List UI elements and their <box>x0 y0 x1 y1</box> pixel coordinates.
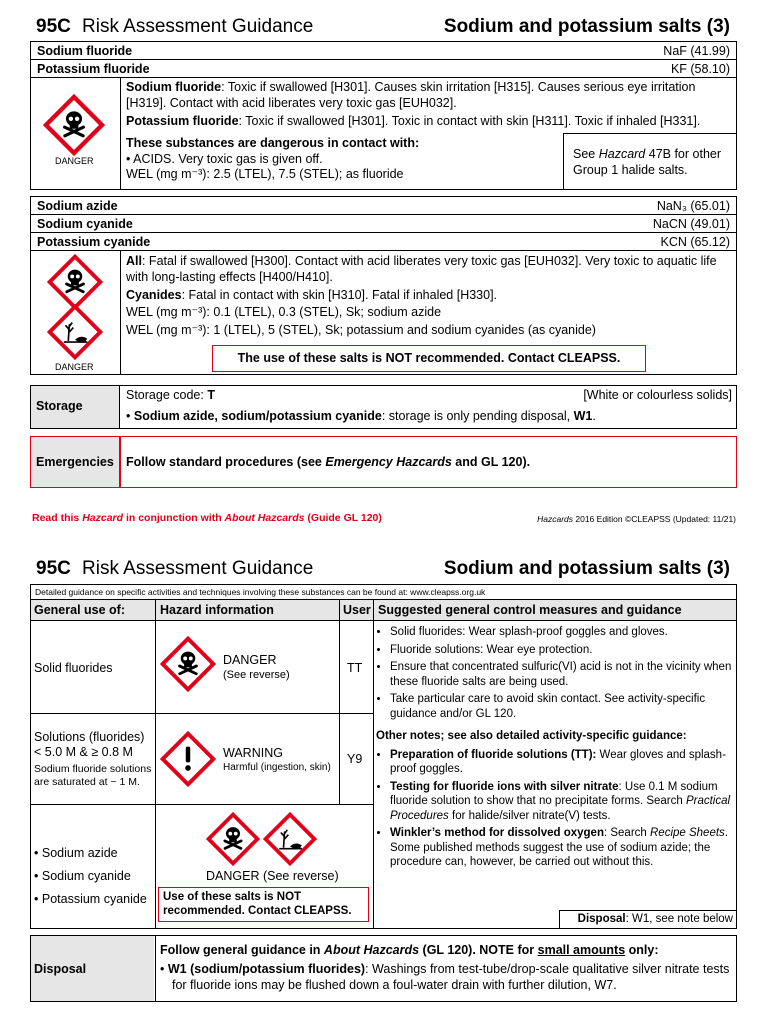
page2-right-title: Sodium and potassium salts (3) <box>443 558 730 579</box>
storage-label: Storage <box>36 399 83 413</box>
wel-cyanide: WEL (mg m⁻³): 1 (LTEL), 5 (STEL), Sk; potassium and sodium cyanides (as cyanide) <box>126 323 596 337</box>
substance-formula: KF (58.10) <box>670 61 730 76</box>
page1-right-title: Sodium and potassium salts (3) <box>443 16 730 37</box>
kf-hazard-text: Potassium fluoride: Toxic if swallowed [H301]. Toxic in contact with skin [H311]. Toxic if inhaled [H331]. <box>126 114 701 128</box>
skull-crossbones-icon <box>160 636 216 692</box>
exclamation-icon <box>160 731 216 787</box>
col-control-measures: Suggested general control measures and guidance <box>378 603 682 617</box>
wel-azide: WEL (mg m⁻³): 0.1 (LTEL), 0.3 (STEL), Sk; sodium azide <box>126 305 442 319</box>
row-potassium-fluoride <box>30 59 737 78</box>
user-y9: Y9 <box>347 752 363 766</box>
storage-bullet: • Sodium azide, sodium/potassium cyanide: storage is only pending disposal, W1. <box>126 409 596 423</box>
danger-label: DANGER <box>55 362 94 372</box>
disposal-note: Disposal: W1, see note below <box>559 910 737 929</box>
row-potassium-cyanide: Potassium cyanide KCN (65.12) <box>30 232 737 251</box>
substance-name: Sodium fluoride <box>37 43 133 58</box>
skull-crossbones-icon <box>43 94 105 156</box>
use-solutions-fluorides: Solutions (fluorides) <box>34 730 145 744</box>
substance-formula: NaF (41.99) <box>663 43 730 58</box>
col-general-use: General use of: <box>34 603 125 617</box>
other-notes-title: Other notes; see also detailed activity-specific guidance: <box>376 730 687 742</box>
disposal-guidance: Follow general guidance in About Hazcards (GL 120). NOTE for small amounts only: <box>160 943 659 957</box>
substance-name: Potassium fluoride <box>37 61 150 76</box>
disposal-label: Disposal <box>34 962 87 976</box>
not-recommended-box: The use of these salts is NOT recommended. Contact CLEAPSS. <box>212 345 646 372</box>
row-sodium-cyanide: Sodium cyanide NaCN (49.01) <box>30 214 737 233</box>
see-hazcard-text: See Hazcard 47B for other Group 1 halide salts. <box>573 147 722 177</box>
environment-icon <box>47 304 103 360</box>
use-solutions-concentration: < 5.0 M & ≥ 0.8 M <box>34 745 133 759</box>
footer-read-note: Read this Hazcard in conjunction with About Hazcards (Guide GL 120) <box>32 512 382 524</box>
storage-note: [White or colourless solids] <box>583 388 732 402</box>
control-item: • Take particular care to avoid skin contact. See activity-specific guidance and/or GL 120. <box>390 692 734 721</box>
row-sodium-fluoride <box>30 41 737 60</box>
all-hazard-text: All: Fatal if swallowed [H300]. Contact with acid liberates very toxic gas [EUH032]. Very toxic to aquatic life with long-lasting effects [H400/H410]. <box>126 254 717 284</box>
page2-code: 95C <box>36 558 71 579</box>
hazard-warning: WARNING <box>223 746 283 760</box>
use-azide-cyanide-list: • Sodium azide • Sodium cyanide • Potassium cyanide <box>34 846 147 906</box>
control-measures <box>376 625 734 873</box>
hazard-see-reverse: (See reverse) <box>223 669 290 681</box>
hazard-danger-see-reverse: DANGER (See reverse) <box>206 869 339 883</box>
control-item: • Ensure that concentrated sulfuric(VI) acid is not in the vicinity when these fluoride salts are being used. <box>390 660 734 689</box>
footer-edition: Hazcards 2016 Edition ©CLEAPSS (Updated: 11/21) <box>537 514 736 524</box>
page1-code: 95C <box>36 16 71 37</box>
col-hazard-info: Hazard information <box>160 603 274 617</box>
hazard-danger: DANGER <box>223 653 277 667</box>
row-sodium-azide: Sodium azide NaN₃ (65.01) <box>30 196 737 215</box>
skull-crossbones-icon <box>206 812 260 866</box>
col-user: User <box>343 603 371 617</box>
control-item: • Fluoride solutions: Wear eye protection. <box>390 643 734 658</box>
environment-icon <box>263 812 317 866</box>
hazard-harmful: Harmful (ingestion, skin) <box>223 762 331 773</box>
page1-title: Risk Assessment Guidance <box>82 16 314 37</box>
user-tt: TT <box>347 661 363 675</box>
control-item: • Solid fluorides: Wear splash-proof goggles and gloves. <box>390 625 734 640</box>
skull-crossbones-icon <box>47 254 103 310</box>
note-winkler: • Winkler’s method for dissolved oxygen: Search Recipe Sheets. Some published methods suggest the use of sodium azide; the procedure can, however, be carried out without this. <box>390 826 734 870</box>
salts-not-recommended: Use of these salts is NOT recommended. Contact CLEAPSS. <box>158 887 369 922</box>
note-fluoride-solutions: • Preparation of fluoride solutions (TT): Wear gloves and splash-proof goggles. <box>390 748 734 777</box>
storage-code: Storage code: T <box>126 388 215 402</box>
note-silver-nitrate: • Testing for fluoride ions with silver nitrate: Use 0.1 M sodium fluoride solution to show that no precipitate forms. Search Practical Procedures for halide/silver nitrate(V) tests. <box>390 780 734 824</box>
cyanides-hazard-text: Cyanides: Fatal in contact with skin [H310]. Fatal if inhaled [H330]. <box>126 288 498 302</box>
disposal-w1: • W1 (sodium/potassium fluorides): Washings from test-tube/drop-scale qualitative silver nitrate tests for fluoride ions may be flushed down a foul-water drain with further dilution, W7. <box>160 962 730 992</box>
use-solutions-note: Sodium fluoride solutions are saturated at ~ 1 M. <box>34 763 152 788</box>
emergencies-label: Emergencies <box>36 455 114 469</box>
naf-hazard-text: Sodium fluoride: Toxic if swallowed [H301]. Causes skin irritation [H315]. Causes serious eye irritation [H319]. Contact with acid liberates very toxic gas [EUH032]. <box>126 80 696 110</box>
danger-label: DANGER <box>55 156 94 166</box>
emergencies-text: Follow standard procedures (see Emergency Hazcards and GL 120). <box>126 455 531 469</box>
detail-note: Detailed guidance on specific activities and techniques involving these substances can be found at: www.cleapss.org.uk <box>30 584 737 600</box>
page2-title: Risk Assessment Guidance <box>82 558 314 579</box>
dangerous-contact: These substances are dangerous in contact with: • ACIDS. Very toxic gas is given off. WEL (mg m⁻³): 2.5 (LTEL), 7.5 (STEL); as fluoride <box>126 136 420 181</box>
use-solid-fluorides: Solid fluorides <box>34 661 113 675</box>
